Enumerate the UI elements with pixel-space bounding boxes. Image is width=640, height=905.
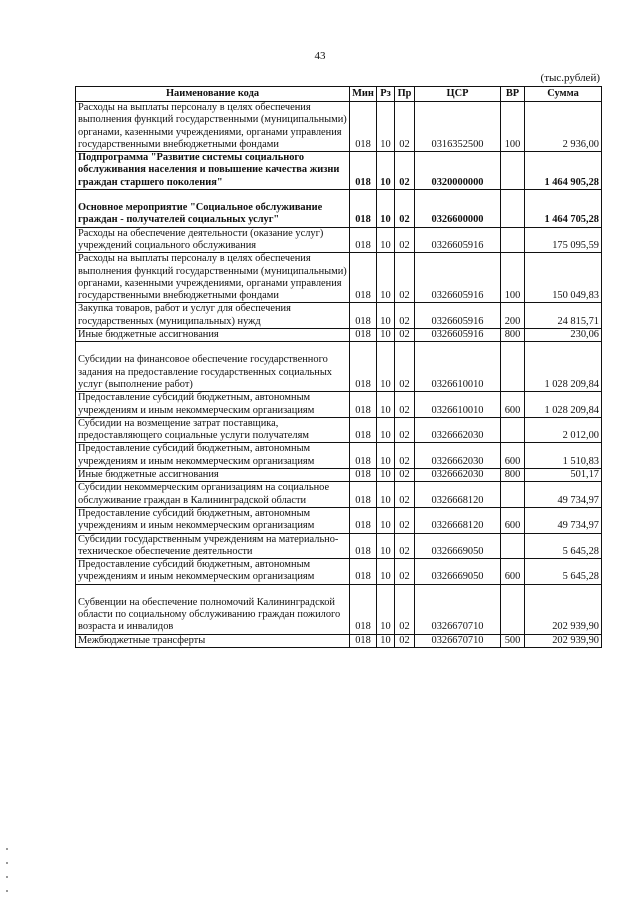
row-min-text: 018 [355,621,371,633]
row-pr-text: 02 [399,138,410,150]
row-rz [377,507,395,533]
table-row [76,443,602,469]
row-sum [525,417,602,443]
header-name: Наименование кода [76,87,350,102]
row-csr-text: 0326670710 [431,621,484,633]
row-sum-text: 1 464 905,28 [544,176,599,188]
row-rz [377,584,395,634]
row-name [76,634,350,647]
row-csr [415,102,501,152]
row-rz [377,533,395,559]
row-pr-text: 02 [399,520,410,532]
row-csr [415,417,501,443]
row-pr [395,152,415,190]
row-rz-text: 10 [380,378,391,390]
row-rz-text: 10 [380,329,391,341]
row-min-text: 018 [355,545,371,557]
row-sum-text: 202 939,90 [552,634,599,646]
row-sum [525,102,602,152]
row-vr-text: 800 [504,469,521,481]
table-row [76,584,602,634]
row-sum-text: 150 049,83 [552,290,599,302]
row-pr [395,507,415,533]
row-vr [501,443,525,469]
row-vr [501,152,525,190]
table-header-row [76,87,602,102]
row-rz [377,342,395,392]
row-min [350,469,377,482]
row-pr-text: 02 [399,545,410,557]
row-vr [501,392,525,418]
row-min [350,329,377,342]
row-min [350,482,377,508]
row-sum [525,443,602,469]
row-min [350,634,377,647]
row-min [350,152,377,190]
row-name-text: Предоставление субсидий бюджетным, автономным учреждениям и иным некоммерческим организациям [78,443,315,467]
row-sum [525,342,602,392]
row-csr [415,533,501,559]
row-rz [377,634,395,647]
row-sum-text: 1 464 705,28 [544,214,599,226]
row-rz [377,469,395,482]
row-name-text: Основное мероприятие "Социальное обслуживание граждан - получателей социальных услуг" [78,202,323,226]
row-csr-text: 0326662030 [431,469,484,481]
row-pr [395,634,415,647]
row-sum-text: 49 734,97 [557,494,599,506]
row-csr [415,303,501,329]
table-row [76,329,602,342]
row-csr [415,469,501,482]
row-name-text: Субсидии на финансовое обеспечение государственного задания на предоставление государственных социальных услуг (выполнение работ) [78,354,333,390]
row-pr-text: 02 [399,329,410,341]
table-row [76,482,602,508]
row-spacer [78,585,347,597]
row-name [76,329,350,342]
row-csr [415,482,501,508]
row-csr [415,329,501,342]
row-vr [501,634,525,647]
row-name-text: Предоставление субсидий бюджетным, автономным учреждениям и иным некоммерческим организациям [78,392,315,416]
row-spacer [78,342,347,354]
row-csr [415,190,501,228]
row-name [76,533,350,559]
row-name-text: Субсидии некоммерческим организациям на социальное обслуживание граждан в Калининградской области [78,482,330,506]
header-sum: Сумма [525,87,602,102]
row-sum [525,227,602,253]
row-pr-text: 02 [399,290,410,302]
row-name [76,443,350,469]
table-row [76,253,602,303]
row-pr-text: 02 [399,214,410,226]
row-csr [415,392,501,418]
row-sum-text: 2 936,00 [562,138,599,150]
row-vr [501,417,525,443]
row-pr [395,303,415,329]
row-rz [377,482,395,508]
row-rz-text: 10 [380,176,391,188]
header-rz: Рз [377,87,395,102]
row-min-text: 018 [355,239,371,251]
row-min-text: 018 [355,329,371,341]
row-name [76,102,350,152]
row-sum [525,482,602,508]
row-min [350,303,377,329]
row-csr [415,227,501,253]
row-name-text: Закупка товаров, работ и услуг для обеспечения государственных (муниципальных) нужд [78,303,291,327]
row-name-text: Предоставление субсидий бюджетным, автономным учреждениям и иным некоммерческим организациям [78,507,315,532]
row-name [76,559,350,585]
row-csr-text: 0326605916 [431,239,484,251]
row-name [76,507,350,533]
row-name [76,584,350,634]
row-sum [525,469,602,482]
row-rz [377,329,395,342]
row-sum-text: 501,17 [570,469,599,481]
row-vr-text: 100 [504,138,521,150]
row-name [76,190,350,228]
row-csr-text: 0326669050 [431,571,484,583]
row-sum [525,303,602,329]
row-min-text: 018 [355,455,371,467]
row-csr-text: 0320000000 [431,176,484,188]
row-rz-text: 10 [380,494,391,506]
margin-mark [6,876,8,878]
table-row [76,392,602,418]
row-pr-text: 02 [399,430,410,442]
row-rz-text: 10 [380,469,391,481]
row-sum-text: 5 645,28 [562,571,599,583]
row-sum [525,507,602,533]
table-row [76,190,602,228]
row-min [350,102,377,152]
row-name [76,392,350,418]
row-min-text: 018 [355,404,371,416]
row-min [350,584,377,634]
row-pr-text: 02 [399,176,410,188]
row-min-text: 018 [355,378,371,390]
row-csr-text: 0326605916 [431,315,484,327]
row-name-text: Расходы на выплаты персоналу в целях обеспечения выполнения функций государственными (муниципальными) органами, казенными учреждениями, органами управления государственными внебюджетными фондами [78,102,347,150]
row-min-text: 018 [355,469,371,481]
row-csr [415,253,501,303]
row-name [76,303,350,329]
row-min-text: 018 [355,214,371,226]
row-pr-text: 02 [399,494,410,506]
row-min [350,417,377,443]
row-min-text: 018 [355,176,371,188]
page-number: 43 [314,50,326,62]
row-csr-text: 0326662030 [431,455,484,467]
row-rz-text: 10 [380,430,391,442]
row-vr [501,190,525,228]
header-csr: ЦСР [415,87,501,102]
table-row [76,227,602,253]
table-row [76,342,602,392]
row-sum-text: 2 012,00 [562,430,599,442]
row-pr [395,533,415,559]
row-pr-text: 02 [399,404,410,416]
row-sum-text: 49 734,97 [557,520,599,532]
row-sum-text: 1 028 209,84 [544,378,599,390]
row-rz-text: 10 [380,404,391,416]
row-rz-text: 10 [380,520,391,532]
row-pr-text: 02 [399,455,410,467]
row-name-text: Предоставление субсидий бюджетным, автономным учреждениям и иным некоммерческим организациям [78,559,315,583]
row-pr [395,342,415,392]
row-csr [415,634,501,647]
row-vr [501,559,525,585]
row-vr [501,469,525,482]
row-sum [525,190,602,228]
row-csr-text: 0316352500 [431,138,484,150]
row-vr-text: 800 [504,329,521,341]
row-sum-text: 1 028 209,84 [544,404,599,416]
table-row [76,152,602,190]
row-csr-text: 0326668120 [431,520,484,532]
row-min [350,190,377,228]
row-rz [377,190,395,228]
row-pr-text: 02 [399,571,410,583]
row-vr [501,227,525,253]
row-name-text: Подпрограмма "Развитие системы социального обслуживания населения и повышение качества жизни граждан старшего поколения" [78,152,340,188]
row-min [350,342,377,392]
row-vr [501,303,525,329]
header-pr: Пр [395,87,415,102]
row-csr-text: 0326610010 [431,404,484,416]
row-csr [415,152,501,190]
row-csr [415,559,501,585]
row-name-text: Субсидии на возмещение затрат поставщика, предоставляющего социальные услуги получателям [78,417,309,442]
row-vr [501,102,525,152]
row-min [350,392,377,418]
row-sum [525,253,602,303]
row-sum-text: 5 645,28 [562,545,599,557]
row-sum-text: 24 815,71 [557,315,599,327]
row-csr-text: 0326610010 [431,378,484,390]
table-body [76,102,602,648]
row-pr-text: 02 [399,621,410,633]
table-row [76,559,602,585]
row-min-text: 018 [355,494,371,506]
row-name [76,469,350,482]
row-min [350,559,377,585]
row-csr-text: 0326669050 [431,545,484,557]
row-min-text: 018 [355,520,371,532]
row-rz [377,303,395,329]
row-vr [501,507,525,533]
row-vr [501,533,525,559]
row-name-text: Межбюджетные трансферты [78,634,206,646]
row-rz [377,152,395,190]
row-name-text: Субвенции на обеспечение полномочий Калининградской области по социальному обслуживанию граждан пожилого возраста и инвалидов [78,596,341,633]
row-pr [395,469,415,482]
row-vr-text: 100 [504,290,521,302]
row-rz-text: 10 [380,214,391,226]
row-rz [377,443,395,469]
row-min [350,443,377,469]
table-row [76,634,602,647]
row-vr-text: 600 [504,571,521,583]
row-sum [525,533,602,559]
row-rz-text: 10 [380,545,391,557]
row-vr-text: 200 [504,315,521,327]
table-row [76,469,602,482]
row-pr [395,584,415,634]
row-pr [395,227,415,253]
row-vr-text: 600 [504,455,521,467]
row-rz-text: 10 [380,290,391,302]
row-pr [395,253,415,303]
row-name [76,482,350,508]
row-min-text: 018 [355,290,371,302]
margin-mark [6,890,8,892]
row-csr-text: 0326605916 [431,329,484,341]
row-csr [415,443,501,469]
row-name [76,253,350,303]
row-rz-text: 10 [380,239,391,251]
row-csr-text: 0326670710 [431,634,484,646]
row-vr [501,482,525,508]
row-pr [395,329,415,342]
units-label: (тыс.рублей) [540,72,600,84]
row-min [350,253,377,303]
row-csr-text: 0326600000 [431,214,484,226]
row-min-text: 018 [355,315,371,327]
row-name-text: Расходы на выплаты персоналу в целях обеспечения выполнения функций государственными (муниципальными) органами, казенными учреждениями, органами управления государственными внебюджетными фондами [78,253,347,302]
row-spacer [78,190,347,202]
row-vr-text: 500 [504,634,521,646]
margin-mark [6,848,8,850]
row-pr [395,102,415,152]
row-rz-text: 10 [380,571,391,583]
row-sum [525,329,602,342]
row-name-text: Иные бюджетные ассигнования [78,469,219,481]
row-sum-text: 202 939,90 [552,621,599,633]
row-sum [525,634,602,647]
row-name-text: Иные бюджетные ассигнования [78,329,219,341]
row-sum-text: 230,06 [570,329,599,341]
row-min-text: 018 [355,138,371,150]
table-row [76,102,602,152]
row-sum [525,559,602,585]
table-row [76,417,602,443]
row-sum [525,392,602,418]
row-vr-text: 600 [504,520,521,532]
header-min: Мин [350,87,377,102]
row-rz [377,392,395,418]
row-name-text: Субсидии государственным учреждениям на материально-техническое обеспечение деятельности [78,533,339,557]
row-rz [377,253,395,303]
row-pr [395,190,415,228]
row-rz-text: 10 [380,138,391,150]
row-sum-text: 175 095,59 [552,239,599,251]
row-pr-text: 02 [399,378,410,390]
row-sum [525,584,602,634]
row-pr-text: 02 [399,469,410,481]
row-pr [395,482,415,508]
row-name [76,152,350,190]
row-vr-text: 600 [504,404,521,416]
row-rz-text: 10 [380,315,391,327]
row-sum [525,152,602,190]
row-pr [395,443,415,469]
row-pr-text: 02 [399,634,410,646]
row-csr [415,584,501,634]
row-name [76,342,350,392]
row-csr [415,507,501,533]
row-min [350,533,377,559]
budget-table [75,86,602,648]
row-name [76,417,350,443]
row-min [350,507,377,533]
row-name-text: Расходы на обеспечение деятельности (оказание услуг) учреждений социального обслуживания [78,227,324,251]
row-vr [501,253,525,303]
row-rz [377,227,395,253]
table-row [76,533,602,559]
row-vr [501,342,525,392]
row-csr-text: 0326605916 [431,290,484,302]
row-csr-text: 0326668120 [431,494,484,506]
row-rz [377,102,395,152]
row-pr-text: 02 [399,315,410,327]
row-vr [501,584,525,634]
row-vr [501,329,525,342]
row-rz-text: 10 [380,634,391,646]
table-row [76,303,602,329]
row-pr-text: 02 [399,239,410,251]
row-name [76,227,350,253]
row-min [350,227,377,253]
row-rz-text: 10 [380,455,391,467]
table-row [76,507,602,533]
row-rz [377,559,395,585]
header-vr: ВР [501,87,525,102]
row-pr [395,417,415,443]
margin-mark [6,862,8,864]
row-min-text: 018 [355,634,371,646]
row-sum-text: 1 510,83 [562,455,599,467]
row-min-text: 018 [355,430,371,442]
row-pr [395,559,415,585]
row-rz-text: 10 [380,621,391,633]
row-pr [395,392,415,418]
row-min-text: 018 [355,571,371,583]
row-csr-text: 0326662030 [431,430,484,442]
row-csr [415,342,501,392]
row-rz [377,417,395,443]
